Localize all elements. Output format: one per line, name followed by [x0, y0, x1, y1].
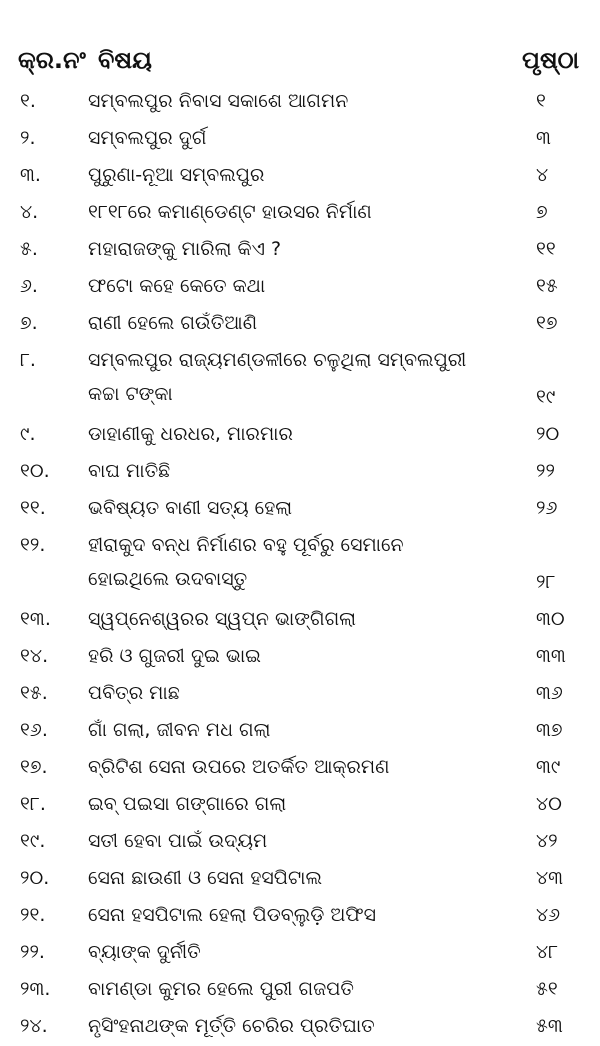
- entry-title: [88, 1009, 526, 1043]
- entry-title: [88, 417, 526, 451]
- entry-title-line: ଡାହାଣୀକୁ ଧରଧର, ମାରମାର: [88, 423, 293, 445]
- toc-entry: [0, 639, 600, 676]
- entry-title-line: ଇବ୍ ପଇସା ଗଙ୍ଗାରେ ଗଲା: [88, 793, 287, 815]
- entry-title-line: ସମ୍ବଲପୁର ନିବାସ ସକାଶେ ଆଗମନ: [88, 90, 349, 112]
- entry-number: ୫.: [20, 238, 38, 260]
- entry-title-line: ବ୍ରିଟିଶ ସେନା ଉପରେ ଅତର୍କିତ ଆକ୍ରମଣ: [88, 756, 390, 778]
- toc-entry: [0, 602, 600, 639]
- entry-page-number: ୨୮: [536, 571, 556, 593]
- entry-number: ୬.: [20, 275, 38, 297]
- entry-title-line: ହରି ଓ ଗୁଜରୀ ଦୁଇ ଭାଇ: [88, 645, 261, 667]
- toc-entry: [0, 306, 600, 343]
- entry-title-line: ସେନା ଛାଉଣୀ ଓ ସେନା ହସପିଟାଲ: [88, 867, 323, 889]
- entry-title: [88, 306, 526, 340]
- toc-entry: [0, 269, 600, 306]
- entry-title-line: ସେନା ହସପିଟାଲ ହେଲା ପିଡବ୍ଲୁଡ଼ି ଅଫିସ: [88, 904, 376, 926]
- entry-title: [88, 824, 526, 858]
- entry-page-number: ୪୨: [536, 830, 558, 852]
- entry-title: [88, 935, 526, 969]
- entry-page-number: ୫୧: [536, 978, 558, 1000]
- entry-title-line: ସତୀ ହେବା ପାଇଁ ଉଦ୍ୟମ: [88, 830, 268, 852]
- entry-title-line: ନୃସିଂହନାଥଙ୍କ ମୂର୍ତ୍ତି ଚେରିର ପ୍ରତିଘାତ: [88, 1015, 375, 1037]
- entry-title-line: ସମ୍ବଲପୁର ଦୁର୍ଗ: [88, 127, 207, 149]
- toc-entry: [0, 898, 600, 935]
- entry-page-number: ୩: [536, 127, 551, 149]
- entry-page-number: ୧୭: [536, 312, 558, 334]
- entry-number: ୨.: [20, 127, 36, 149]
- entry-title: [88, 343, 526, 411]
- toc-header: [0, 40, 600, 80]
- entry-title-line: ପୁରୁଣା-ନୂଆ ସମ୍ବଲପୁର: [88, 164, 265, 186]
- entry-number: ୨୦.: [20, 867, 50, 889]
- toc-entry: [0, 750, 600, 787]
- entry-page-number: ୪୮: [536, 941, 559, 963]
- entry-number: ୨୪.: [20, 1015, 48, 1037]
- entry-number: ୨୩.: [20, 978, 51, 1000]
- entry-number: ୯.: [20, 423, 36, 445]
- entry-number: ୪.: [20, 201, 39, 223]
- entry-title-line: ବ୍ୟାଙ୍କ ଦୁର୍ନୀତି: [88, 941, 201, 963]
- toc-entry: [0, 713, 600, 750]
- entry-title-line: ଫଟୋ କହେ କେତେ କଥା: [88, 275, 266, 297]
- entry-page-number: ୨୨: [536, 460, 555, 482]
- entry-page-number: ୪୩: [536, 867, 564, 889]
- entry-page-number: ୫୩: [536, 1015, 563, 1037]
- toc-entry: [0, 935, 600, 972]
- toc-entry: [0, 343, 600, 417]
- entry-page-number: ୨୦: [536, 423, 560, 445]
- entry-number: ୧୦.: [20, 460, 50, 482]
- entry-number: ୧୯.: [20, 830, 46, 852]
- entry-title-line: ହୋଇଥିଲେ ଉଦବାସ୍ତୁ: [88, 568, 248, 590]
- entry-title: [88, 528, 526, 596]
- toc-entry: [0, 861, 600, 898]
- entry-title-line: ମହାରାଜଙ୍କୁ ମାରିଲା କିଏ ?: [88, 238, 282, 260]
- entry-page-number: ୩୬: [536, 682, 563, 704]
- entry-title: [88, 639, 526, 673]
- entry-number: ୨୨.: [20, 941, 45, 963]
- entry-number: ୧୪.: [20, 645, 49, 667]
- toc-entry: [0, 84, 600, 121]
- header-page-label: ପୃଷ୍ଠା: [522, 46, 580, 74]
- entry-page-number: ୩୯: [536, 756, 561, 778]
- entry-title: [88, 972, 526, 1006]
- entry-page-number: ୧: [536, 90, 546, 112]
- entry-number: ୧୨.: [20, 534, 46, 556]
- entry-page-number: ୨୬: [536, 497, 558, 519]
- toc-entry: [0, 824, 600, 861]
- entry-page-number: ୩୦: [536, 608, 565, 630]
- entry-title: [88, 121, 526, 155]
- toc-entry: [0, 454, 600, 491]
- toc-entry: [0, 195, 600, 232]
- entry-title-line: ରାଣୀ ହେଲେ ଗଉଁତିଆଣି: [88, 312, 258, 334]
- entry-number: ୧୭.: [20, 756, 48, 778]
- entry-title-line: ହୀରାକୁଦ ବନ୍ଧ ନିର୍ମାଣର ବହୁ ପୂର୍ବରୁ ସେମାନେ: [88, 534, 404, 556]
- toc-entry: [0, 787, 600, 824]
- entry-page-number: ୧୧: [536, 238, 556, 260]
- entry-title: [88, 676, 526, 710]
- toc-entry: [0, 158, 600, 195]
- toc-entry: [0, 972, 600, 1009]
- toc-entries: [0, 84, 600, 1046]
- toc-entry: [0, 121, 600, 158]
- toc-entry: [0, 491, 600, 528]
- entry-title: [88, 195, 526, 229]
- header-subject-label: ବିଷୟ: [98, 46, 152, 74]
- entry-title-line: ସମ୍ବଲପୁର ରାଜ୍ୟମଣ୍ଡଳୀରେ ଚଳୁଥିଲା ସମ୍ବଲପୁରୀ: [88, 349, 467, 371]
- entry-title: [88, 713, 526, 747]
- header-number-label: କ୍ର.ନଂ: [18, 46, 86, 74]
- entry-title: [88, 84, 526, 118]
- entry-number: ୧୮.: [20, 793, 46, 815]
- entry-title: [88, 602, 526, 636]
- entry-title: [88, 750, 526, 784]
- toc-entry: [0, 232, 600, 269]
- toc-entry: [0, 417, 600, 454]
- entry-title-line: କଚ୍ଚା ଟଙ୍କା: [88, 383, 173, 405]
- entry-page-number: ୪୦: [536, 793, 562, 815]
- entry-title: [88, 861, 526, 895]
- entry-title: [88, 158, 526, 192]
- entry-title: [88, 787, 526, 821]
- entry-page-number: ୪: [536, 164, 549, 186]
- entry-title-line: ୧୮୧୮ରେ କମାଣ୍ଡେଣ୍ଟ ହାଉସର ନିର୍ମାଣ: [88, 201, 372, 223]
- entry-page-number: ୪୬: [536, 904, 561, 926]
- entry-title: [88, 898, 526, 932]
- entry-title: [88, 232, 526, 266]
- entry-number: ୨୧.: [20, 904, 46, 926]
- entry-title: [88, 454, 526, 488]
- entry-page-number: ୩୩: [536, 645, 566, 667]
- entry-page-number: ୧୫: [536, 275, 558, 297]
- entry-page-number: ୩୭: [536, 719, 563, 741]
- entry-title-line: ଭବିଷ୍ୟତ ବାଣୀ ସତ୍ୟ ହେଲା: [88, 497, 293, 519]
- toc-entry: [0, 528, 600, 602]
- entry-number: ୭.: [20, 312, 38, 334]
- entry-title: [88, 269, 526, 303]
- entry-number: ୧.: [20, 90, 36, 112]
- entry-page-number: ୧୯: [536, 386, 556, 408]
- toc-entry: [0, 676, 600, 713]
- entry-number: ୮.: [20, 349, 36, 371]
- entry-page-number: ୭: [536, 201, 548, 223]
- entry-number: ୩.: [20, 164, 41, 186]
- entry-title-line: ପବିତ୍ର ମାଛ: [88, 682, 180, 704]
- entry-title-line: ସ୍ୱପ୍ନେଶ୍ୱରର ସ୍ୱପ୍ନ ଭାଙ୍ଗିଗଲା: [88, 608, 357, 630]
- entry-number: ୧୬.: [20, 719, 48, 741]
- entry-title-line: ଗାଁ ଗଲା, ଜୀବନ ମଧ ଗଲା: [88, 719, 271, 741]
- entry-title-line: ବାଘ ମାତିଛି: [88, 460, 171, 482]
- entry-number: ୧୫.: [20, 682, 48, 704]
- entry-number: ୧୧.: [20, 497, 46, 519]
- toc-entry: [0, 1009, 600, 1046]
- entry-number: ୧୩.: [20, 608, 51, 630]
- entry-title: [88, 491, 526, 525]
- entry-title-line: ବାମଣ୍ଡା କୁମର ହେଲେ ପୁରୀ ଗଜପତି: [88, 978, 354, 1000]
